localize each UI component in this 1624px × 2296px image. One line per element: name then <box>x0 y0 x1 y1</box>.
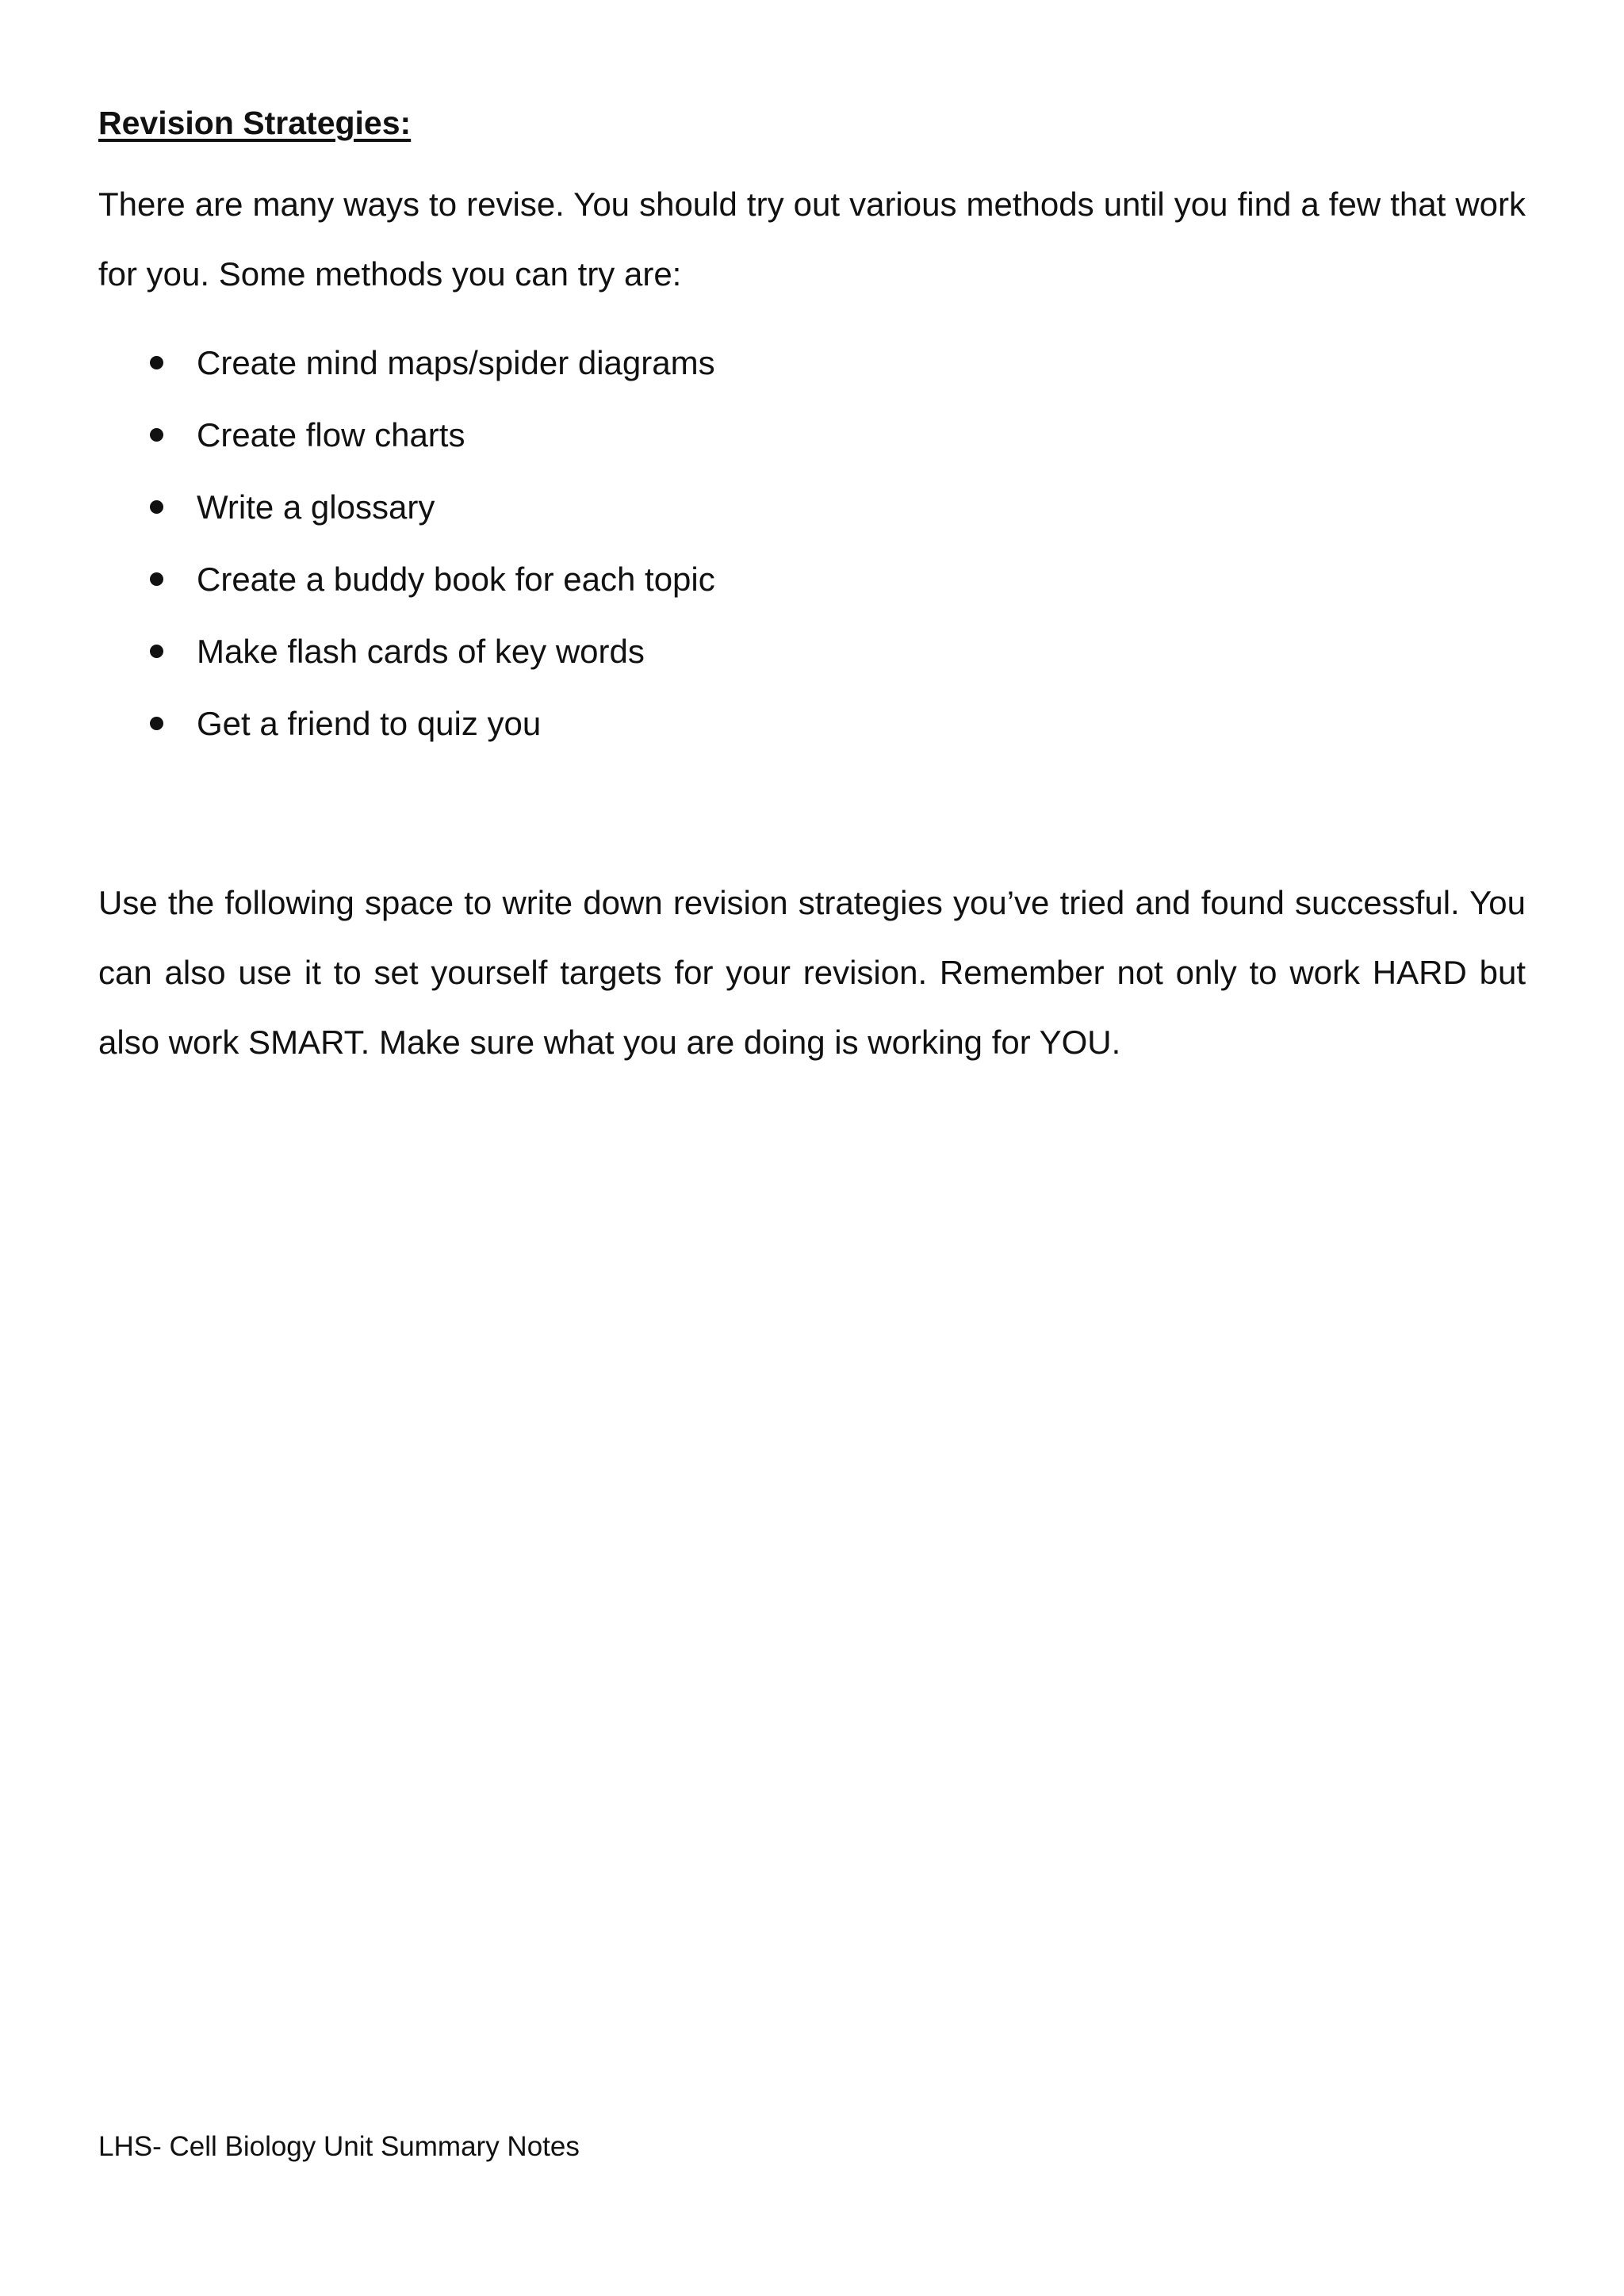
bullet-icon <box>150 572 163 586</box>
list-item-text: Make flash cards of key words <box>197 633 645 670</box>
page-footer: LHS- Cell Biology Unit Summary Notes <box>98 2131 580 2162</box>
list-item-text: Create mind maps/spider diagrams <box>197 344 715 381</box>
intro-paragraph: There are many ways to revise. You should try out various methods until you find a few that work for you. Some methods you can try are: <box>98 186 1526 293</box>
page-heading: Revision Strategies: <box>98 105 412 141</box>
list-item <box>98 687 1526 760</box>
list-item <box>98 471 1526 543</box>
bullet-icon <box>150 717 163 730</box>
bullet-icon <box>150 428 163 442</box>
list-item-text: Create flow charts <box>197 416 465 453</box>
bullet-icon <box>150 645 163 658</box>
bullet-icon <box>150 500 163 514</box>
list-item-text: Create a buddy book for each topic <box>197 561 715 598</box>
page-content <box>98 98 1526 1077</box>
list-item-text: Get a friend to quiz you <box>197 705 542 742</box>
bullet-icon <box>150 356 163 369</box>
list-item <box>98 543 1526 615</box>
list-item <box>98 615 1526 687</box>
list-item <box>98 399 1526 471</box>
list-item <box>98 327 1526 399</box>
revision-methods-list <box>98 327 1526 760</box>
list-item-text: Write a glossary <box>197 488 435 526</box>
instructions-paragraph: Use the following space to write down revision strategies you’ve tried and found successful. You can also use it to set yourself targets for your revision. Remember not only to work HARD but also work SMART. Make sure what you are doing is working for YOU. <box>98 884 1526 1061</box>
